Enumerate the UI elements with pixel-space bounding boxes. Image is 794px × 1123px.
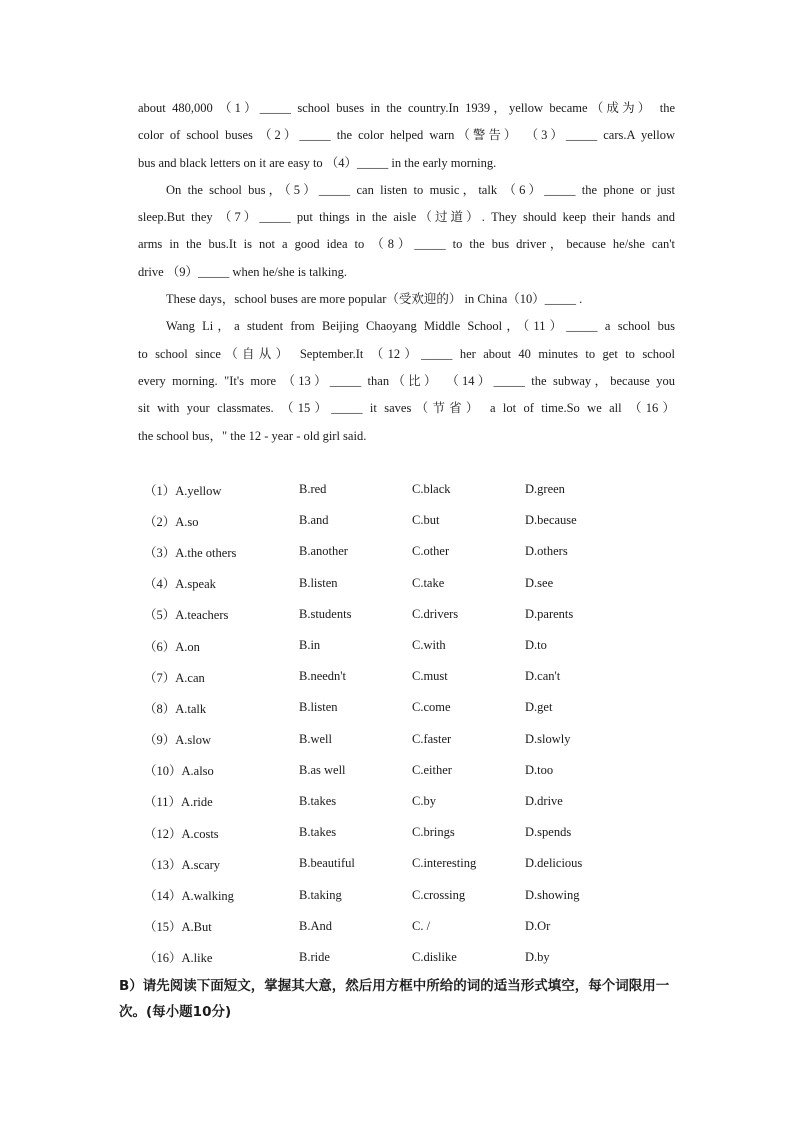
option-choice: C.but	[412, 513, 440, 528]
option-choice: B.beautiful	[299, 856, 355, 871]
option-choice: （16）A.like	[144, 951, 213, 966]
option-row	[144, 911, 684, 942]
option-choice: （7）A.can	[144, 670, 205, 685]
option-choice: C.come	[412, 700, 451, 715]
option-choice: C.drivers	[412, 606, 459, 621]
option-choice: （13）A.scary	[144, 857, 221, 872]
option-choice: C.brings	[412, 825, 455, 840]
option-row	[144, 505, 684, 536]
option-choice: C.other	[412, 544, 450, 559]
passage-line: the school bus，" the 12 - year - old girl said.	[138, 428, 367, 443]
option-row	[144, 879, 684, 910]
section-b-instruction: B）请先阅读下面短文，掌握其大意，然后用方框中所给的词的适当形式填空，每个词限用一次。(每小题10分)	[119, 978, 670, 1020]
option-choice: B.taking	[299, 887, 342, 902]
passage-line: arms in the bus.It is not a good idea to （8）_____ to the bus driver，because he/she can't	[138, 237, 675, 252]
option-choice: B.ride	[299, 949, 330, 964]
option-choice: B.another	[299, 544, 348, 559]
option-row	[144, 630, 684, 661]
answer-options	[144, 474, 684, 973]
option-choice: （3）A.the others	[144, 545, 237, 560]
reading-passage	[138, 95, 675, 450]
option-choice: B.listen	[299, 700, 338, 715]
option-row	[144, 474, 684, 505]
option-choice: D.can't	[525, 669, 561, 684]
option-choice: D.see	[525, 575, 554, 590]
option-choice: D.by	[525, 949, 550, 964]
option-choice: （12）A.costs	[144, 826, 219, 841]
option-choice: （5）A.teachers	[144, 608, 229, 623]
option-choice: B.needn't	[299, 669, 347, 684]
passage-line: to school since（自从） September.It （12）_____ her about 40 minutes to get to school	[138, 346, 675, 361]
option-choice: D.parents	[525, 606, 574, 621]
option-choice: B.students	[299, 606, 352, 621]
option-choice: B.and	[299, 513, 329, 528]
passage-line: Wang Li，a student from Beijing Chaoyang Middle School，（11）_____ a school bus	[166, 319, 675, 334]
option-row	[144, 599, 684, 630]
passage-line: On the school bus，（5）_____ can listen to music，talk （6）_____ the phone or just	[166, 182, 675, 197]
option-choice: B.And	[299, 918, 332, 933]
passage-line: bus and black letters on it are easy to （4）_____ in the early morning.	[138, 155, 497, 170]
option-choice: D.green	[525, 482, 565, 497]
option-choice: C.black	[412, 482, 451, 497]
option-row	[144, 942, 684, 973]
option-choice: B.well	[299, 731, 332, 746]
option-choice: D.others	[525, 544, 568, 559]
option-choice: （2）A.so	[144, 514, 199, 529]
option-choice: D.spends	[525, 825, 572, 840]
option-row	[144, 755, 684, 786]
option-choice: D.drive	[525, 793, 563, 808]
passage-line: color of school buses （2）_____ the color helped warn（警告） （3）_____ cars.A yellow	[138, 128, 675, 143]
passage-line: sleep.But they （7）_____ put things in the aisle（过道）. They should keep their hands and	[138, 210, 675, 225]
option-choice: C.either	[412, 762, 452, 777]
option-choice: B.listen	[299, 575, 338, 590]
option-row	[144, 848, 684, 879]
passage-line: These days，school buses are more popular（受欢迎的） in China（10）_____ .	[166, 292, 583, 307]
option-choice: D.Or	[525, 918, 551, 933]
option-choice: B.takes	[299, 793, 337, 808]
option-row	[144, 536, 684, 567]
option-choice: B.as well	[299, 762, 346, 777]
option-choice: （6）A.on	[144, 639, 200, 654]
option-choice: （10）A.also	[144, 764, 214, 779]
option-choice: C.by	[412, 793, 436, 808]
option-choice: B.red	[299, 482, 327, 497]
option-choice: C.with	[412, 638, 446, 653]
option-row	[144, 817, 684, 848]
option-choice: （8）A.talk	[144, 701, 207, 716]
passage-line: every morning. "It's more （13）_____ than（比） （14）_____ the subway，because you	[138, 373, 675, 388]
option-choice: （4）A.speak	[144, 577, 216, 592]
option-choice: （14）A.walking	[144, 889, 234, 904]
option-choice: D.slowly	[525, 731, 571, 746]
option-row	[144, 786, 684, 817]
option-row	[144, 661, 684, 692]
option-choice: D.showing	[525, 887, 580, 902]
option-choice: （1）A.yellow	[144, 483, 222, 498]
passage-line: about 480,000 （1）_____ school buses in the country.In 1939，yellow became（成为） the	[138, 101, 675, 115]
option-choice: D.delicious	[525, 856, 583, 871]
option-choice: B.in	[299, 638, 321, 653]
option-choice: （9）A.slow	[144, 733, 212, 748]
option-choice: C.dislike	[412, 949, 457, 964]
option-choice: D.get	[525, 700, 553, 715]
passage-line: sit with your classmates. （15）_____ it saves（节省） a lot of time.So we all （16）	[138, 401, 675, 416]
option-choice: D.to	[525, 638, 547, 653]
passage-line: drive （9）_____ when he/she is talking.	[138, 264, 347, 279]
option-choice: B.takes	[299, 825, 337, 840]
option-choice: C.faster	[412, 731, 452, 746]
option-choice: C.crossing	[412, 887, 466, 902]
option-row	[144, 692, 684, 723]
option-choice: C.interesting	[412, 856, 477, 871]
option-row	[144, 724, 684, 755]
option-choice: （11）A.ride	[144, 795, 213, 810]
option-choice: C. /	[412, 918, 431, 933]
option-choice: D.too	[525, 762, 554, 777]
option-choice: （15）A.But	[144, 920, 212, 935]
option-row	[144, 568, 684, 599]
option-choice: D.because	[525, 513, 577, 528]
option-choice: C.must	[412, 669, 448, 684]
option-choice: C.take	[412, 575, 445, 590]
